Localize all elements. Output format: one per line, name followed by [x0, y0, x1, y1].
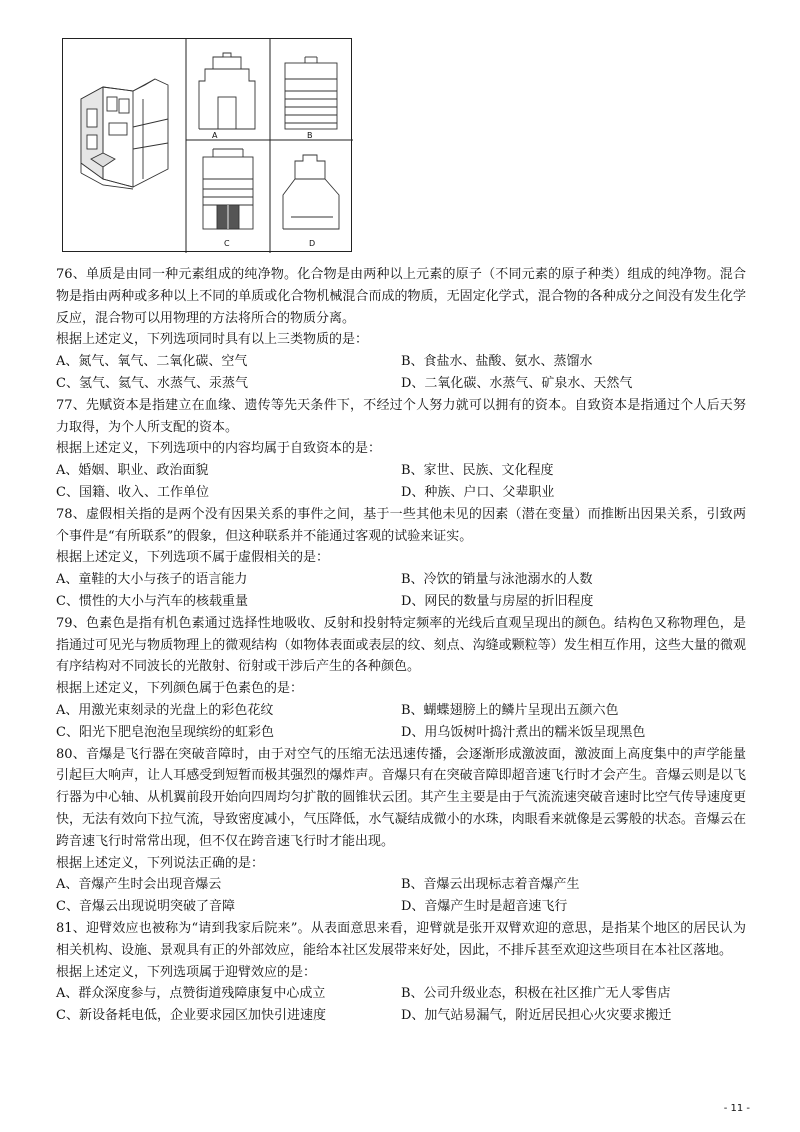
option-d-drawing [283, 155, 339, 229]
question-80 [56, 744, 746, 918]
question-77 [56, 395, 746, 504]
option-b[interactable]: B、食盐水、盐酸、氨水、蒸馏水 [401, 354, 593, 370]
page-number: - 11 - [723, 1103, 750, 1114]
option-c-label: C [224, 239, 230, 248]
option-a[interactable]: A、群众深度参与，点赞街道残障康复中心成立 [56, 986, 326, 1002]
question-76 [56, 264, 746, 395]
option-d[interactable]: D、用乌饭树叶捣汁煮出的糯米饭呈现黑色 [401, 724, 646, 740]
option-c[interactable]: C、阳光下肥皂泡泡呈现缤纷的虹彩色 [56, 724, 274, 740]
question-definition: 79、色素色是指有机色素通过选择性地吸收、反射和投射特定频率的光线后直观呈现出的颜色。结构色又称物理色，是指通过可见光与物质物理上的微观结构（如物体表面或表层的纹、刻点、沟缝或颗粒等）发生相互作用，这些大量的微观有序结构对不同波长的光散射、衍射或干涉后产生的各种颜色。 [56, 615, 746, 675]
option-d[interactable]: D、网民的数量与房屋的折旧程度 [401, 593, 594, 609]
option-b-drawing [285, 57, 337, 129]
question-prompt: 根据上述定义，下列选项属于迎臂效应的是： [56, 964, 317, 980]
option-b[interactable]: B、公司升级业态，积极在社区推广无人零售店 [401, 986, 671, 1002]
option-a[interactable]: A、用激光束刻录的光盘上的彩色花纹 [56, 702, 274, 718]
question-definition: 76、单质是由同一种元素组成的纯净物。化合物是由两种以上元素的原子（不同元素的原子种类）组成的纯净物。混合物是指由两种或多种以上不同的单质或化合物机械混合而成的物质，无固定化学式，混合物的各种成分之间没有发生化学反应，混合物可以用物理的方法将所合的物质分离。 [56, 267, 746, 326]
option-d[interactable]: D、二氧化碳、水蒸气、矿泉水、天然气 [401, 375, 633, 391]
option-d[interactable]: D、音爆产生时是超音速飞行 [401, 899, 568, 915]
option-a[interactable]: A、音爆产生时会出现音爆云 [56, 877, 222, 893]
option-b[interactable]: B、家世、民族、文化程度 [401, 463, 554, 479]
option-b-label: B [307, 131, 313, 140]
question-prompt: 根据上述定义，下列选项不属于虚假相关的是： [56, 550, 330, 566]
question-prompt: 根据上述定义，下列颜色属于色素色的是： [56, 681, 304, 697]
option-c[interactable]: C、音爆云出现说明突破了音障 [56, 899, 235, 915]
option-c[interactable]: C、新设备耗电低，企业要求园区加快引进速度 [56, 1008, 326, 1024]
option-d[interactable]: D、加气站易漏气，附近居民担心火灾要求搬迁 [401, 1008, 672, 1024]
question-81 [56, 918, 746, 1027]
question-definition: 80、音爆是飞行器在突破音障时，由于对空气的压缩无法迅速传播，会逐渐形成激波面，激波面上高度集中的声学能量引起巨大响声，让人耳感受到短暂而极其强烈的爆炸声。音爆只有在突破音障即超音速飞行时才会产生。音爆云则是以飞行器为中心轴、从机翼前段开始向四周均匀扩散的圆锥状云团。其产生主要是由于气流流速突破音速时比空气传导速度更快，无法有效向下拉气流，导致密度减小，气压降低，水气凝结成微小的水珠，肉眼看来就像是云雾般的状态。音爆云在跨音速飞行时常常出现，但不仅在跨音速飞行时才能出现。 [56, 746, 746, 849]
option-c[interactable]: C、国籍、收入、工作单位 [56, 484, 209, 500]
option-d-label: D [309, 239, 316, 248]
option-b[interactable]: B、音爆云出现标志着音爆产生 [401, 877, 580, 893]
three-view-figure [62, 38, 352, 252]
question-prompt: 根据上述定义，下列说法正确的是： [56, 855, 265, 871]
option-a[interactable]: A、氮气、氧气、二氧化碳、空气 [56, 354, 248, 370]
question-79 [56, 613, 746, 744]
question-prompt: 根据上述定义，下列选项中的内容均属于自致资本的是： [56, 441, 382, 457]
option-c[interactable]: C、氢气、氦气、水蒸气、汞蒸气 [56, 375, 248, 391]
option-c[interactable]: C、惯性的大小与汽车的核载重量 [56, 593, 248, 609]
option-a-label: A [212, 131, 218, 140]
option-b[interactable]: B、冷饮的销量与泳池溺水的人数 [401, 572, 593, 588]
question-prompt: 根据上述定义，下列选项同时具有以上三类物质的是： [56, 332, 369, 348]
question-78 [56, 504, 746, 613]
question-definition: 78、虚假相关指的是两个没有因果关系的事件之间，基于一些其他未见的因素（潜在变量）而推断出因果关系，引致两个事件是“有所联系”的假象，但这种联系并不能通过客观的试验来证实。 [56, 506, 746, 544]
figure-drawings [63, 39, 353, 253]
isometric-building-drawing [81, 79, 168, 189]
questions-container [56, 264, 746, 1027]
option-d[interactable]: D、种族、户口、父辈职业 [401, 484, 555, 500]
option-a[interactable]: A、婚姻、职业、政治面貌 [56, 463, 209, 479]
option-c-drawing [203, 149, 253, 229]
question-definition: 77、先赋资本是指建立在血缘、遗传等先天条件下，不经过个人努力就可以拥有的资本。自致资本是指通过个人后天努力取得，为个人所支配的资本。 [56, 397, 746, 435]
option-a[interactable]: A、童鞋的大小与孩子的语言能力 [56, 572, 248, 588]
option-a-drawing [199, 53, 255, 129]
question-definition: 81、迎臂效应也被称为“请到我家后院来”。从表面意思来看，迎臂就是张开双臂欢迎的意思，是指某个地区的居民认为相关机构、设施、景观具有正的外部效应，能给本社区发展带来好处，因此，不排斥甚至欢迎这些项目在本社区落地。 [56, 920, 746, 958]
option-b[interactable]: B、蝴蝶翅膀上的鳞片呈现出五颜六色 [401, 702, 619, 718]
